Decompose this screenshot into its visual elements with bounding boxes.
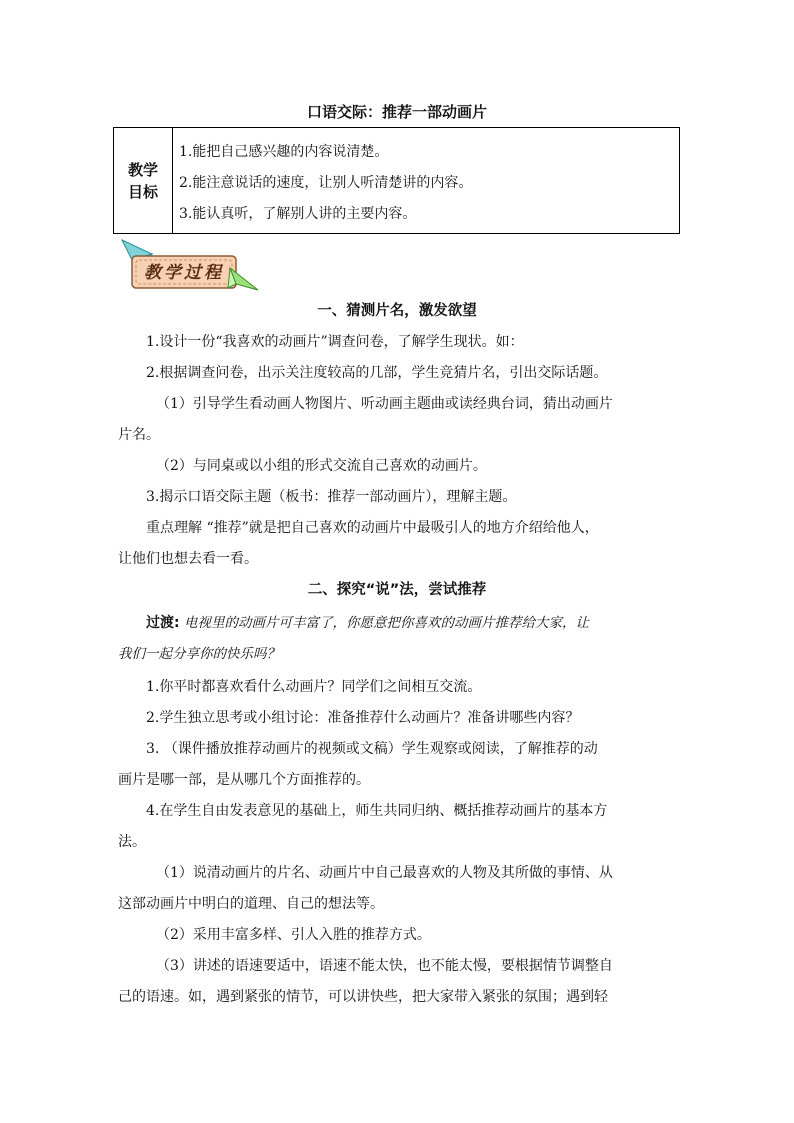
section1-paragraph-3a: （1）引导学生看动画人物图片、听动画主题曲或读经典台词，猜出动画片 bbox=[156, 396, 613, 412]
objective-item: 1.能把自己感兴趣的内容说清楚。 bbox=[179, 144, 389, 160]
section2-paragraph-5a: （1）说清动画片的片名、动画片中自己最喜欢的人物及其所做的事情、从 bbox=[156, 865, 613, 881]
transition-line-2: 我们一起分享你的快乐吗？ bbox=[118, 646, 280, 662]
objective-item: 2.能注意说话的速度，让别人听清楚讲的内容。 bbox=[179, 175, 473, 191]
transition-label: 过渡: bbox=[146, 615, 180, 631]
section2-heading: 二、探究“说”法，尝试推荐 bbox=[307, 582, 487, 598]
section1-paragraph-1: 1.设计一份“我喜欢的动画片”调查问卷，了解学生现状。如： bbox=[146, 334, 524, 350]
section2-paragraph-3a: 3. （课件播放推荐动画片的视频或文稿）学生观察或阅读，了解推荐的动 bbox=[146, 741, 598, 757]
transition-line-1 bbox=[118, 608, 680, 639]
objective-item: 3.能认真听，了解别人讲的主要内容。 bbox=[179, 206, 417, 222]
section2-paragraph-7a: （3）讲述的语速要适中，语速不能太快，也不能太慢，要根据情节调整自 bbox=[156, 958, 613, 974]
section1-paragraph-3b: 片名。 bbox=[118, 427, 160, 443]
section2-paragraph-4b: 法。 bbox=[118, 834, 146, 850]
objectives-list bbox=[173, 128, 679, 233]
objectives-table bbox=[113, 127, 680, 234]
section2-paragraph-1: 1.你平时都喜欢看什么动画片？同学们之间相互交流。 bbox=[146, 679, 482, 695]
teaching-process-banner bbox=[118, 238, 260, 296]
objectives-label-line1: 教学 bbox=[127, 160, 158, 179]
section2-paragraph-2: 2.学生独立思考或小组讨论：准备推荐什么动画片？准备讲哪些内容？ bbox=[146, 710, 580, 726]
paper-plane-banner-icon bbox=[118, 238, 260, 296]
section2-paragraph-6: （2）采用丰富多样、引人入胜的推荐方式。 bbox=[156, 927, 431, 943]
section1-paragraph-4: （2）与同桌或以小组的形式交流自己喜欢的动画片。 bbox=[156, 458, 487, 474]
section1-paragraph-2: 2.根据调查问卷，出示关注度较高的几部，学生竞猜片名，引出交际话题。 bbox=[146, 365, 608, 381]
section2-paragraph-7b: 己的语速。如，遇到紧张的情节，可以讲快些，把大家带入紧张的氛围；遇到轻 bbox=[118, 989, 608, 1005]
objectives-label-line2: 目标 bbox=[127, 182, 158, 201]
section2-paragraph-3b: 画片是哪一部，是从哪几个方面推荐的。 bbox=[118, 772, 370, 788]
section1-paragraph-5: 3.揭示口语交际主题（板书：推荐一部动画片），理解主题。 bbox=[146, 489, 517, 505]
objectives-label bbox=[114, 128, 173, 233]
section2-paragraph-5b: 这部动画片中明白的道理、自己的想法等。 bbox=[118, 896, 384, 912]
page-title: 口语交际：推荐一部动画片 bbox=[306, 103, 487, 121]
section1-paragraph-6a: 重点理解 “推荐”就是把自己喜欢的动画片中最吸引人的地方介绍给他人， bbox=[146, 520, 599, 536]
banner-text: 教学过程 bbox=[144, 263, 224, 283]
section1-paragraph-6b: 让他们也想去看一看。 bbox=[118, 551, 258, 567]
section2-paragraph-4a: 4.在学生自由发表意见的基础上，师生共同归纳、概括推荐动画片的基本方 bbox=[146, 803, 608, 819]
section1-heading: 一、猜测片名，激发欲望 bbox=[317, 303, 477, 319]
transition-text: 电视里的动画片可丰富了，你愿意把你喜欢的动画片推荐给大家，让 bbox=[184, 615, 590, 631]
